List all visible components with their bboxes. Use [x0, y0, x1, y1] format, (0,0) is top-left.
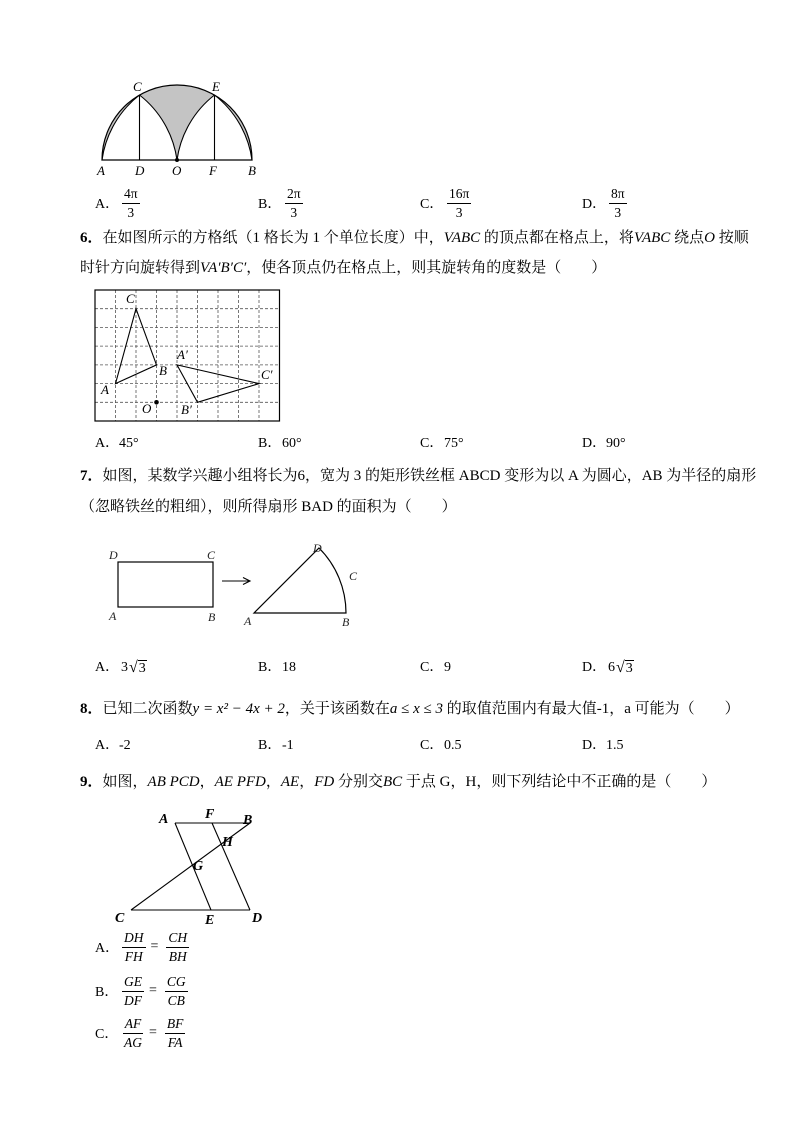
label-o: O	[172, 163, 182, 178]
denominator: BH	[168, 948, 187, 964]
option-text: -1	[282, 738, 294, 753]
text-segment: 按顺	[714, 230, 749, 246]
center-point-o	[175, 158, 179, 162]
sector-label-c: C	[349, 569, 358, 583]
option-letter: A．	[95, 941, 120, 956]
option-text: 45°	[119, 436, 139, 451]
q9-text-line	[80, 772, 716, 792]
rect-label-a: A	[109, 609, 117, 623]
option-letter: A．	[95, 197, 120, 212]
math-segment: AB PCD	[147, 774, 200, 790]
label-a: A	[97, 163, 105, 178]
label-f: F	[205, 807, 215, 822]
q5-option-d	[582, 182, 627, 224]
fraction-left	[122, 1015, 144, 1052]
numerator: 8π	[609, 185, 627, 204]
option-letter: B．	[258, 436, 282, 451]
math-segment: y = x² − 4x + 2	[192, 701, 285, 717]
label-c-prime: C′	[261, 367, 273, 382]
label-b: B	[243, 813, 253, 828]
denominator: 3	[614, 204, 622, 220]
fraction	[447, 185, 471, 222]
equals-sign: =	[149, 1025, 157, 1040]
option-letter: D．	[582, 436, 607, 451]
numerator: AF	[123, 1015, 144, 1034]
option-letter: B．	[258, 738, 282, 753]
option-letter: C．	[95, 1027, 119, 1042]
option-text: 60°	[282, 436, 302, 451]
math-segment: a ≤ x ≤ 3	[389, 701, 444, 717]
q8-option-b	[258, 735, 294, 757]
label-f: F	[209, 163, 217, 178]
numerator: CH	[166, 929, 189, 948]
q7-text-line-1	[80, 466, 756, 486]
text-segment: 的顶点都在格点上，将	[480, 230, 634, 246]
denominator: 3	[127, 204, 135, 220]
q6-option-b	[258, 433, 302, 455]
option-letter: D．	[582, 197, 607, 212]
q7-text-line-2	[80, 497, 457, 517]
option-text: 1.5	[606, 738, 624, 753]
equals-sign: =	[149, 983, 157, 998]
q6-option-d	[582, 433, 626, 455]
text-segment: 已知二次函数	[102, 701, 193, 717]
math-segment: VABC	[633, 230, 671, 246]
q7-option-c	[420, 657, 451, 679]
rect-label-d: D	[109, 548, 118, 562]
label-a: A	[101, 382, 109, 397]
text-segment: ，	[265, 774, 281, 790]
rect-label-c: C	[207, 548, 216, 562]
radicand: 3	[138, 661, 146, 676]
q7-option-b	[258, 657, 296, 679]
denominator: CB	[167, 992, 185, 1008]
denominator: 3	[455, 204, 463, 220]
fraction-left	[122, 973, 144, 1010]
label-a: A	[159, 812, 169, 827]
sector-label-d: D	[313, 541, 322, 555]
q6-option-a	[95, 433, 139, 455]
label-c: C	[115, 911, 125, 926]
text-segment: ，关于该函数在	[284, 701, 390, 717]
text-segment: ，	[299, 774, 315, 790]
option-letter: A．	[95, 436, 120, 451]
fraction-right	[166, 929, 189, 966]
fraction-left	[122, 929, 146, 966]
q8-text-line	[80, 699, 740, 719]
radical-sign: √	[616, 659, 625, 676]
denominator: FA	[167, 1034, 183, 1050]
option-letter: B．	[258, 197, 282, 212]
q6-grid-figure	[90, 285, 285, 425]
label-o: O	[142, 401, 152, 416]
denominator: DF	[124, 992, 142, 1008]
text-segment: （忽略铁丝的粗细），则所得扇形 BAD 的面积为（ ）	[80, 499, 457, 515]
option-letter: B．	[258, 660, 282, 675]
denominator: FH	[124, 948, 143, 964]
label-d: D	[135, 163, 145, 178]
arrow-right-icon	[222, 578, 250, 585]
q7-option-a	[95, 657, 147, 679]
numerator: GE	[122, 973, 144, 992]
q5-option-b	[258, 182, 303, 224]
label-a-prime: A′	[177, 347, 188, 362]
radicand: 3	[625, 661, 633, 676]
sector-label-a: A	[244, 614, 252, 628]
numerator: DH	[122, 929, 146, 948]
text-segment: 于点 G，H，则下列结论中不正确的是（ ）	[402, 774, 717, 790]
question-number: 6．	[80, 230, 103, 246]
math-segment: VA′B′C′	[200, 260, 247, 276]
q7-option-d	[582, 657, 634, 679]
sector-label-b: B	[342, 615, 350, 629]
option-text: 18	[282, 660, 296, 675]
math-segment: FD	[314, 774, 335, 790]
text-segment: 的取值范围内有最大值-1，a 可能为（ ）	[443, 701, 740, 717]
option-letter: C．	[420, 660, 444, 675]
label-d: D	[252, 911, 263, 926]
option-letter: C．	[420, 738, 444, 753]
text-segment: 如图，	[102, 774, 148, 790]
fraction-right	[165, 1015, 186, 1052]
fraction	[285, 185, 303, 222]
option-text: 75°	[444, 436, 464, 451]
rectangle-abcd	[118, 562, 213, 607]
radical-coefficient: 3	[121, 660, 128, 675]
q6-option-c	[420, 433, 464, 455]
q9-option-c	[95, 1012, 185, 1054]
sector-bad	[254, 548, 346, 613]
math-segment: O	[704, 230, 715, 246]
text-segment: 绕点	[670, 230, 705, 246]
numerator: 16π	[447, 185, 471, 204]
text-segment: ，使各顶点仍在格点上，则其旋转角的度数是（ ）	[246, 260, 607, 276]
question-number: 7．	[80, 468, 103, 484]
q9-option-a	[95, 926, 189, 968]
option-letter: C．	[420, 436, 444, 451]
math-segment: VABC	[443, 230, 481, 246]
fraction	[122, 185, 140, 222]
text-segment: 在如图所示的方格纸（1 格长为 1 个单位长度）中，	[102, 230, 444, 246]
option-letter: B．	[95, 985, 119, 1000]
q6-text-line-2	[80, 258, 606, 278]
q5-option-a	[95, 182, 140, 224]
radical-coefficient: 6	[608, 660, 615, 675]
q8-option-a	[95, 735, 131, 757]
label-c: C	[126, 291, 135, 306]
option-letter: D．	[582, 660, 607, 675]
label-e: E	[212, 79, 220, 94]
fraction	[609, 185, 627, 222]
q6-text-line-1	[80, 228, 749, 248]
q9-parallel-lines-figure	[108, 803, 268, 929]
math-segment: AE PFD	[214, 774, 266, 790]
radical-sign: √	[129, 659, 138, 676]
question-number: 8．	[80, 701, 103, 717]
rect-label-b: B	[208, 610, 216, 624]
option-text: 90°	[606, 436, 626, 451]
q5-semicircle-figure	[90, 72, 265, 182]
label-b: B	[248, 163, 256, 178]
text-segment: ，	[199, 774, 215, 790]
option-letter: D．	[582, 738, 607, 753]
option-text: 9	[444, 660, 451, 675]
option-letter: A．	[95, 738, 120, 753]
numerator: BF	[165, 1015, 186, 1034]
math-segment: BC	[382, 774, 403, 790]
denominator: AG	[124, 1034, 142, 1050]
option-letter: A．	[95, 660, 120, 675]
denominator: 3	[290, 204, 298, 220]
math-segment: AE	[280, 774, 300, 790]
q5-option-c	[420, 182, 471, 224]
text-segment: 分别交	[334, 774, 383, 790]
option-text: 0.5	[444, 738, 462, 753]
text-segment: 时针方向旋转得到	[80, 260, 201, 276]
label-h: H	[222, 835, 233, 850]
label-g: G	[193, 859, 204, 874]
numerator: 2π	[285, 185, 303, 204]
numerator: CG	[165, 973, 188, 992]
q9-option-b	[95, 970, 188, 1012]
fraction-right	[165, 973, 188, 1010]
q8-option-d	[582, 735, 624, 757]
text-segment: 如图，某数学兴趣小组将长为6，宽为 3 的矩形铁丝框 ABCD 变形为以 A 为圆心，AB 为半径的扇形	[102, 468, 757, 484]
q8-option-c	[420, 735, 462, 757]
equals-sign: =	[150, 939, 159, 954]
numerator: 4π	[122, 185, 140, 204]
q7-rectangle-to-sector-figure	[100, 535, 370, 631]
label-c: C	[133, 79, 142, 94]
question-number: 9．	[80, 774, 103, 790]
label-b-prime: B′	[181, 402, 192, 417]
option-text: -2	[119, 738, 131, 753]
option-letter: C．	[420, 197, 444, 212]
label-b: B	[159, 363, 167, 378]
rotation-center-o	[154, 400, 159, 405]
label-e: E	[205, 913, 215, 928]
